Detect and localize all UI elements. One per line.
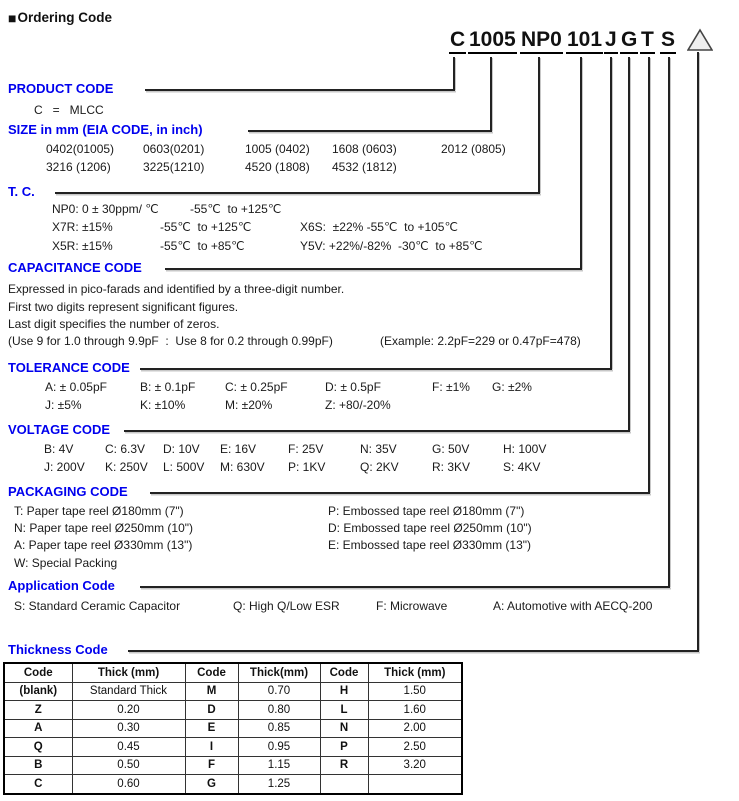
tolerance-row-1	[0, 381, 739, 397]
connector-tc-hline	[55, 192, 540, 194]
thickness-code-cell: R	[320, 756, 368, 775]
voltage-value: H: 100V	[503, 442, 547, 456]
tolerance-value: B: ± 0.1pF	[140, 380, 196, 394]
voltage-value: F: 25V	[288, 442, 324, 456]
size-value: 3216 (1206)	[46, 160, 111, 174]
thickness-table-header: Thick (mm)	[72, 663, 185, 682]
voltage-value: C: 6.3V	[105, 442, 146, 456]
application-row	[0, 600, 739, 616]
code-segment-application: S	[660, 29, 676, 54]
thickness-value-cell: 0.85	[238, 719, 320, 738]
tc-row-2	[0, 221, 739, 237]
voltage-value: R: 3KV	[432, 460, 471, 474]
thickness-code-cell: N	[320, 719, 368, 738]
thickness-table-header: Code	[320, 663, 368, 682]
voltage-value: M: 630V	[220, 460, 265, 474]
heading-product-code: PRODUCT CODE	[8, 81, 114, 96]
packaging-option: P: Embossed tape reel Ø180mm (7")	[328, 504, 525, 518]
code-segment-voltage: G	[620, 29, 638, 54]
thickness-table-row	[4, 701, 462, 720]
voltage-row-2	[0, 461, 739, 477]
capacitance-desc-line: Expressed in pico-farads and identified by a three-digit number.	[8, 282, 345, 296]
thickness-table-header: Code	[4, 663, 72, 682]
page-title-label: Ordering Code	[17, 10, 112, 25]
thickness-value-cell: 0.45	[72, 738, 185, 757]
heading-application-code: Application Code	[8, 578, 115, 593]
thickness-code-cell: C	[4, 775, 72, 794]
voltage-value: B: 4V	[44, 442, 74, 456]
thickness-code-cell: E	[185, 719, 238, 738]
connector-application-vline	[668, 57, 670, 586]
connector-size-vline	[490, 57, 492, 130]
tolerance-value: D: ± 0.5pF	[325, 380, 381, 394]
tc-value: X5R: ±15%	[52, 239, 113, 253]
thickness-code-cell: F	[185, 756, 238, 775]
tolerance-value: M: ±20%	[225, 398, 273, 412]
application-option: A: Automotive with AECQ-200	[493, 599, 653, 613]
tc-value: Y5V: +22%/-82% -30℃ to +85℃	[300, 239, 483, 253]
tolerance-row-2	[0, 399, 739, 415]
size-row-1	[0, 143, 739, 159]
thickness-table-header: Thick (mm)	[368, 663, 462, 682]
connector-thickness-hline	[128, 650, 699, 652]
code-segment-tolerance: J	[604, 29, 618, 54]
tolerance-value: F: ±1%	[432, 380, 470, 394]
application-option: S: Standard Ceramic Capacitor	[14, 599, 181, 613]
connector-packaging-vline	[648, 57, 650, 492]
packaging-option: A: Paper tape reel Ø330mm (13")	[14, 538, 193, 552]
thickness-value-cell: 2.50	[368, 738, 462, 757]
tc-range: -55℃ to +125℃	[190, 202, 282, 216]
tc-row-1	[0, 203, 739, 219]
thickness-value-cell: 1.25	[238, 775, 320, 794]
size-value: 0402(01005)	[46, 142, 115, 156]
capacitance-desc-line: First two digits represent significant figures.	[8, 300, 239, 314]
tc-range: -55℃ to +85℃	[160, 239, 245, 253]
thickness-code-cell: A	[4, 719, 72, 738]
heading-packaging-code: PACKAGING CODE	[8, 484, 128, 499]
thickness-code-cell: D	[185, 701, 238, 720]
size-value: 0603(0201)	[143, 142, 205, 156]
tc-value: X6S: ±22% -55℃ to +105℃	[300, 220, 458, 234]
thickness-value-cell: 0.95	[238, 738, 320, 757]
packaging-option: N: Paper tape reel Ø250mm (10")	[14, 521, 194, 535]
thickness-value-cell: 1.15	[238, 756, 320, 775]
capacitance-desc-line: Last digit specifies the number of zeros.	[8, 317, 220, 331]
thickness-value-cell: 0.80	[238, 701, 320, 720]
thickness-code-cell: P	[320, 738, 368, 757]
packaging-option: E: Embossed tape reel Ø330mm (13")	[328, 538, 532, 552]
voltage-value: L: 500V	[163, 460, 205, 474]
thickness-table-header: Code	[185, 663, 238, 682]
size-value: 1608 (0603)	[332, 142, 397, 156]
voltage-value: S: 4KV	[503, 460, 541, 474]
size-row-2	[0, 161, 739, 177]
thickness-table-row	[4, 775, 462, 794]
thickness-code-cell: Z	[4, 701, 72, 720]
tolerance-value: A: ± 0.05pF	[45, 380, 107, 394]
size-value: 1005 (0402)	[245, 142, 310, 156]
application-option: Q: High Q/Low ESR	[233, 599, 340, 613]
application-option: F: Microwave	[376, 599, 448, 613]
thickness-code-cell: G	[185, 775, 238, 794]
connector-application-hline	[140, 586, 670, 588]
voltage-value: Q: 2KV	[360, 460, 399, 474]
code-segment-product: C	[449, 29, 466, 54]
thickness-value-cell: 0.50	[72, 756, 185, 775]
thickness-placeholder-triangle-icon	[687, 28, 713, 52]
tolerance-value: C: ± 0.25pF	[225, 380, 288, 394]
thickness-value-cell: 1.60	[368, 701, 462, 720]
thickness-table-row	[4, 756, 462, 775]
thickness-value-cell: 0.60	[72, 775, 185, 794]
size-value: 4520 (1808)	[245, 160, 310, 174]
connector-capacitance-hline	[165, 268, 582, 270]
tolerance-value: G: ±2%	[492, 380, 532, 394]
thickness-code-cell: H	[320, 682, 368, 701]
thickness-table-row	[4, 682, 462, 701]
thickness-table-row	[4, 738, 462, 757]
thickness-value-cell: 2.00	[368, 719, 462, 738]
capacitance-usage-note: (Use 9 for 1.0 through 9.9pF : Use 8 for 0.2 through 0.99pF)	[8, 334, 333, 348]
connector-packaging-hline	[150, 492, 650, 494]
size-value: 2012 (0805)	[441, 142, 506, 156]
thickness-code-cell: I	[185, 738, 238, 757]
code-segment-packaging: T	[640, 29, 655, 54]
connector-voltage-hline	[124, 430, 630, 432]
heading-capacitance-code: CAPACITANCE CODE	[8, 260, 142, 275]
tolerance-value: K: ±10%	[140, 398, 186, 412]
connector-product-vline	[453, 57, 455, 89]
thickness-table-header-row	[4, 663, 462, 682]
thickness-value-cell	[368, 775, 462, 794]
thickness-value-cell: 3.20	[368, 756, 462, 775]
heading-tolerance-code: TOLERANCE CODE	[8, 360, 130, 375]
size-value: 4532 (1812)	[332, 160, 397, 174]
thickness-value-cell: Standard Thick	[72, 682, 185, 701]
thickness-value-cell: 0.70	[238, 682, 320, 701]
voltage-value: E: 16V	[220, 442, 257, 456]
product-code-value: C = MLCC	[34, 103, 104, 117]
tolerance-value: J: ±5%	[45, 398, 82, 412]
tc-value: X7R: ±15%	[52, 220, 113, 234]
voltage-value: K: 250V	[105, 460, 148, 474]
heading-tc: T. C.	[8, 184, 35, 199]
voltage-value: J: 200V	[44, 460, 85, 474]
tc-range: -55℃ to +125℃	[160, 220, 252, 234]
voltage-value: P: 1KV	[288, 460, 326, 474]
section-square-icon: ■	[8, 9, 17, 26]
tc-value: NP0: 0 ± 30ppm/ ℃	[52, 202, 159, 216]
thickness-code-cell: B	[4, 756, 72, 775]
size-value: 3225(1210)	[143, 160, 205, 174]
voltage-row-1	[0, 443, 739, 459]
packaging-option: D: Embossed tape reel Ø250mm (10")	[328, 521, 532, 535]
thickness-code-cell: (blank)	[4, 682, 72, 701]
tolerance-value: Z: +80/-20%	[325, 398, 391, 412]
code-segment-tc: NP0	[520, 29, 563, 54]
page-title	[8, 10, 112, 25]
thickness-value-cell: 0.30	[72, 719, 185, 738]
heading-thickness-code: Thickness Code	[8, 642, 108, 657]
heading-size: SIZE in mm (EIA CODE, in inch)	[8, 122, 203, 137]
thickness-value-cell: 0.20	[72, 701, 185, 720]
code-segment-size: 1005	[468, 29, 517, 54]
connector-thickness-vline	[697, 52, 699, 650]
thickness-code-cell: Q	[4, 738, 72, 757]
heading-voltage-code: VOLTAGE CODE	[8, 422, 111, 437]
connector-product-hline	[145, 89, 455, 91]
thickness-table-row	[4, 719, 462, 738]
voltage-value: D: 10V	[163, 442, 200, 456]
voltage-value: G: 50V	[432, 442, 470, 456]
packaging-option: T: Paper tape reel Ø180mm (7")	[14, 504, 184, 518]
capacitance-example: (Example: 2.2pF=229 or 0.47pF=478)	[380, 334, 581, 348]
connector-size-hline	[248, 130, 492, 132]
thickness-value-cell: 1.50	[368, 682, 462, 701]
thickness-code-cell	[320, 775, 368, 794]
thickness-code-cell: M	[185, 682, 238, 701]
thickness-table-header: Thick(mm)	[238, 663, 320, 682]
tc-row-3	[0, 240, 739, 256]
voltage-value: N: 35V	[360, 442, 397, 456]
thickness-table	[3, 662, 463, 795]
thickness-code-cell: L	[320, 701, 368, 720]
code-segment-capacitance: 101	[566, 29, 603, 54]
connector-tolerance-hline	[140, 368, 612, 370]
packaging-option: W: Special Packing	[14, 556, 118, 570]
